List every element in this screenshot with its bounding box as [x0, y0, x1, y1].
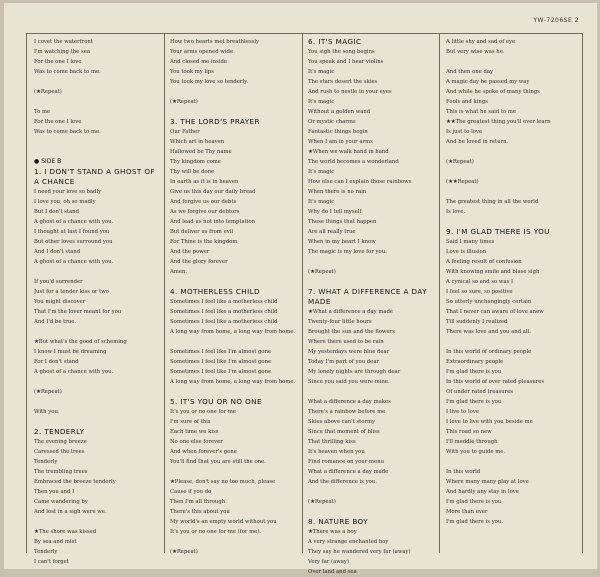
lyric-line: A ghost of a chance with you. — [34, 369, 114, 375]
song-title: 7. WHAT A DIFFERENCE A DAY — [308, 287, 427, 296]
lyric-line: Said I many times — [446, 239, 495, 245]
lyric-line: I covet the waterfront — [34, 39, 93, 45]
song-title: 6. IT'S MAGIC — [308, 37, 362, 46]
lyric-line: In this world of over rated pleasures — [446, 379, 545, 385]
lyric-line: I thought at last I found you — [34, 229, 110, 235]
lyric-line: Fantastic things begin — [308, 129, 368, 135]
lyric-line: My lonely nights are through dear — [308, 369, 401, 375]
lyric-line: Sometimes I feel like a motherless child — [170, 309, 278, 315]
lyric-line: With you. — [34, 409, 60, 415]
lyric-line: I'm watching the sea — [34, 49, 91, 55]
stanza-gap — [170, 387, 300, 397]
lyric-line: Tenderly — [34, 459, 58, 465]
stanza-gap — [446, 217, 580, 227]
lyric-line: So utterly unchangingly certain — [446, 299, 532, 305]
lyric-line: Twenty-four little hours — [308, 319, 372, 325]
lyric-line: To me — [34, 109, 51, 115]
lyric-line: My world's an empty world without you — [170, 519, 277, 525]
stanza-gap — [308, 507, 438, 517]
lyric-line: Caressed the trees — [34, 449, 85, 455]
lyric-line: ★★The greatest thing you'll ever learn — [446, 119, 551, 125]
stanza-gap — [446, 457, 580, 467]
lyric-line: I live to love — [446, 409, 479, 415]
side-label — [34, 157, 162, 167]
stanza-gap — [170, 277, 300, 287]
lyric-line: For the one I love — [34, 59, 82, 65]
lyric-line: And lead us not into temptation — [170, 219, 256, 225]
lyric-line: Then I'm all through — [170, 499, 226, 505]
top-rule — [26, 33, 582, 34]
stanza-gap — [34, 517, 162, 527]
lyric-line: Your arms opened wide — [170, 49, 234, 55]
lyric-line: I'm glad there is you — [446, 499, 502, 505]
stanza-gap — [308, 387, 438, 397]
lyric-line: It's you or no one for me (for me). — [170, 529, 262, 535]
lyric-line: (★Repeat) — [446, 159, 474, 165]
lyric-line: That thrilling kiss — [308, 439, 356, 445]
catalog-number: YW-7206SE 2 — [533, 17, 579, 24]
stanza-gap — [308, 277, 438, 287]
lyric-line: My yesterdays were blue dear — [308, 349, 390, 355]
lyric-line: And hardly any stay in love — [446, 489, 519, 495]
lyric-line: ★There was a boy — [308, 529, 357, 535]
lyric-line: ★What a difference a day made — [308, 309, 394, 315]
lyric-line: The stars desert the skies — [308, 79, 378, 85]
lyric-line: There's this about you — [170, 509, 230, 515]
stanza-gap — [34, 267, 162, 277]
stanza-gap — [446, 167, 580, 177]
lyric-line: Today I'm part of you dear — [308, 359, 380, 365]
lyric-line: These things that happen — [308, 219, 377, 225]
lyric-line: And I don't stand — [34, 249, 81, 255]
lyric-line: The world becomes a wonderland — [308, 159, 399, 165]
lyric-line: Where there used to be rain — [308, 339, 384, 345]
stanza-gap — [34, 397, 162, 407]
lyric-line: Love is illusion — [446, 249, 487, 255]
lyric-line: You took my love so tenderly. — [170, 79, 249, 85]
lyric-line: This is what he said to me — [446, 109, 517, 115]
lyric-line: ★When we walk hand in hand — [308, 149, 389, 155]
lyric-line: Each time we kiss — [170, 429, 219, 435]
lyric-line: It's magic — [308, 199, 335, 205]
stanza-gap — [34, 377, 162, 387]
lyric-line: Which art in heaven — [170, 139, 225, 145]
lyric-line: And the glory forever — [170, 259, 228, 265]
lyric-line: I can't forget — [34, 559, 69, 565]
lyric-line: With knowing smile and blase sigh — [446, 269, 540, 275]
lyric-line: (★Repeat) — [308, 269, 336, 275]
lyric-line: ★But what's the good of scheming — [34, 339, 127, 345]
lyric-line: Skies above can't stormy — [308, 419, 376, 425]
song-title: 4. MOTHERLESS CHILD — [170, 287, 260, 296]
lyric-line: When in my heart I know — [308, 239, 376, 245]
lyric-line: The magic is my love for you. — [308, 249, 387, 255]
lyric-line: A long way from home, a long way from home. — [170, 379, 296, 385]
lyric-line: For the one I love — [34, 119, 82, 125]
column-divider — [26, 33, 27, 553]
lyric-line: It's magic — [308, 69, 335, 75]
lyric-line: I'm sure of this — [170, 419, 211, 425]
lyric-line: But I don't stand — [34, 209, 79, 215]
lyric-line: It's magic — [308, 169, 335, 175]
lyric-line: I feel so sure, so positive — [446, 289, 513, 295]
lyric-line: The trembling trees — [34, 469, 88, 475]
lyric-line: Then you and I — [34, 489, 75, 495]
lyric-line: How two hearts met breathlessly — [170, 39, 260, 45]
lyric-line: A ghost of a chance with you. — [34, 219, 114, 225]
lyric-line: Was to come back to me. — [34, 129, 101, 135]
lyric-line: More than ever — [446, 509, 488, 515]
song-title: 1. I DON'T STAND A GHOST OF — [34, 167, 155, 176]
lyric-line: Since you said you were mine. — [308, 379, 390, 385]
lyric-line: (★Repeat) — [308, 499, 336, 505]
lyric-line: As we forgive our debtors — [170, 209, 240, 215]
song-title: 2. TENDERLY — [34, 427, 85, 436]
lyric-line: Since that moment of bliss — [308, 429, 380, 435]
lyric-line: In this world of ordinary people — [446, 349, 532, 355]
lyric-line: A feeling result of confusion — [446, 259, 522, 265]
lyric-line: Or mystic charms — [308, 119, 356, 125]
lyric-line: A ghost of a chance with you. — [34, 259, 114, 265]
lyric-line: Give us this day our daily bread — [170, 189, 256, 195]
stanza-gap — [170, 87, 300, 97]
lyric-line: You speak and I hear violins — [308, 59, 384, 65]
lyric-line: With you to guide me. — [446, 449, 506, 455]
stanza-gap — [308, 257, 438, 267]
lyric-sheet — [4, 3, 597, 575]
bullet-icon: ● — [34, 158, 40, 165]
lyric-line: What a difference a day made — [308, 469, 389, 475]
lyric-line: Fools and kings — [446, 99, 488, 105]
lyric-line: I know I must be dreaming — [34, 349, 107, 355]
side-label-text: SIDE B — [41, 158, 62, 165]
lyric-line: I need your love so badly — [34, 189, 102, 195]
stanza-gap — [170, 337, 300, 347]
lyric-line: And lost in a sigh were we. — [34, 509, 107, 515]
lyric-line: In earth as it is in heaven — [170, 179, 239, 185]
stanza-gap — [34, 147, 162, 157]
lyric-line: And when forever's gone — [170, 449, 237, 455]
lyric-line: (★Repeat) — [170, 99, 198, 105]
lyric-line: (★★Repeat) — [446, 179, 479, 185]
lyric-line: I'll meddle through — [446, 439, 498, 445]
lyric-line: Sometimes I feel like I'm almost gone — [170, 359, 272, 365]
column-divider — [302, 33, 303, 553]
lyrics-column-4 — [446, 37, 580, 527]
lyric-line: I love to live with you beside me — [446, 419, 533, 425]
lyric-line: But very wise was he. — [446, 49, 505, 55]
stanza-gap — [34, 77, 162, 87]
lyric-line: And closed me inside — [170, 59, 227, 65]
lyric-line: And the difference is you. — [308, 479, 377, 485]
lyric-line: Where many many play at love — [446, 479, 529, 485]
lyric-line: In this world — [446, 469, 481, 475]
lyric-line: You'll find that you are still the one. — [170, 459, 266, 465]
lyric-line: How else can I explain those rainbows — [308, 179, 412, 185]
lyric-line: Our Father — [170, 129, 200, 135]
lyric-line: No one else forever — [170, 439, 223, 445]
column-divider — [439, 33, 440, 553]
lyric-line: ★Please, don't say no too much, please — [170, 479, 276, 485]
song-title: 5. IT'S YOU OR NO ONE — [170, 397, 262, 406]
lyric-line: Extraordinary people — [446, 359, 504, 365]
stanza-gap — [446, 187, 580, 197]
lyric-line: And then one day — [446, 69, 494, 75]
lyric-line: For Thine is the kingdom — [170, 239, 238, 245]
lyric-line: Hallowed be Thy name — [170, 149, 232, 155]
lyric-line: (★Repeat) — [34, 89, 62, 95]
lyric-line: Amen. — [170, 269, 188, 275]
lyric-line: Was to come back to me. — [34, 69, 101, 75]
lyric-line: And rush to nestle in your eyes — [308, 89, 392, 95]
lyric-line: And while he spoke of many things — [446, 89, 540, 95]
lyric-line: Without a golden wand — [308, 109, 371, 115]
lyric-line: Why do I tell myself — [308, 209, 362, 215]
lyric-line: This road so new — [446, 429, 492, 435]
song-title: 8. NATURE BOY — [308, 517, 369, 526]
lyric-line: A magic day he passed my way — [446, 79, 530, 85]
lyric-line: It's magic — [308, 99, 335, 105]
lyric-line: Of under rated treasures — [446, 389, 514, 395]
lyric-line: But deliver us from evil — [170, 229, 234, 235]
lyric-line: For I don't stand — [34, 359, 79, 365]
lyric-line: And the power — [170, 249, 210, 255]
lyric-line: By sea and mist — [34, 539, 77, 545]
lyric-line: Sometimes I feel like a motherless child — [170, 319, 278, 325]
lyric-line: I'm glad there is you — [446, 369, 502, 375]
lyric-line: (★Repeat) — [34, 389, 62, 395]
lyric-line: A very strange enchanted boy — [308, 539, 389, 545]
song-title: 3. THE LORD'S PRAYER — [170, 117, 260, 126]
lyric-line: A cynical so and so was I — [446, 279, 514, 285]
lyrics-column-2 — [170, 37, 300, 557]
lyric-line: Find romance on your menu — [308, 459, 385, 465]
lyric-line: You sigh the song begins — [308, 49, 375, 55]
lyric-line: The evening breeze — [34, 439, 87, 445]
lyrics-column-1 — [34, 37, 162, 567]
lyric-line: It's you or no one for me — [170, 409, 236, 415]
lyric-line: There's a rainbow before me — [308, 409, 386, 415]
lyric-line: Just for a tender kiss or two — [34, 289, 109, 295]
column-divider — [582, 33, 583, 553]
stanza-gap — [34, 137, 162, 147]
lyric-line: When I am in your arms — [308, 139, 373, 145]
stanza-gap — [446, 57, 580, 67]
lyric-line: If you'd surrender — [34, 279, 83, 285]
lyric-line: Sometimes I feel like a motherless child — [170, 299, 278, 305]
lyric-line: The greatest thing in all the world — [446, 199, 539, 205]
lyric-line: It's heaven when you — [308, 449, 365, 455]
lyric-line: What a difference a day makes — [308, 399, 391, 405]
lyric-line: Very far (away) — [308, 559, 349, 565]
lyric-line: Brought the sun and the flowers — [308, 329, 395, 335]
lyric-line: I'm glad there is you. — [446, 519, 503, 525]
stanza-gap — [34, 327, 162, 337]
lyric-line: And forgive us our debts — [170, 199, 237, 205]
lyric-line: Sometimes I feel like I'm almost gone — [170, 349, 272, 355]
lyric-line: They say he wandered very far (away) — [308, 549, 411, 555]
lyric-line: Is just to love — [446, 129, 483, 135]
lyric-line: Embraced the breeze tenderly — [34, 479, 116, 485]
lyrics-column-3 — [308, 37, 438, 577]
lyric-line: When there is no rain — [308, 189, 367, 195]
lyric-line: There was love and you and all. — [446, 329, 532, 335]
song-title: MADE — [308, 297, 331, 306]
stanza-gap — [34, 417, 162, 427]
lyric-line: I'm glad there is you — [446, 399, 502, 405]
lyric-line: Thy kingdom come — [170, 159, 221, 165]
lyric-line: I love you, oh so madly — [34, 199, 96, 205]
lyric-line: Thy will be done — [170, 169, 215, 175]
lyric-line: You might discover — [34, 299, 86, 305]
lyric-line: Cause if you do — [170, 489, 212, 495]
stanza-gap — [170, 537, 300, 547]
lyric-line: A long way from home, a long way from home. — [170, 329, 296, 335]
lyric-line: Are all really true — [308, 229, 356, 235]
column-divider — [164, 33, 165, 553]
stanza-gap — [170, 467, 300, 477]
lyric-line: ★The shore was kissed — [34, 529, 97, 535]
song-title: 9. I'M GLAD THERE IS YOU — [446, 227, 550, 236]
lyric-line: Till suddenly I realized — [446, 319, 508, 325]
lyric-line: Sometimes I feel like I'm almost gone — [170, 369, 272, 375]
stanza-gap — [308, 487, 438, 497]
stanza-gap — [446, 337, 580, 347]
lyric-line: And be loved in return. — [446, 139, 509, 145]
lyric-line: Came wandering by — [34, 499, 88, 505]
lyric-line: (★Repeat) — [170, 549, 198, 555]
lyric-line: That I never can aware of love anew — [446, 309, 544, 315]
stanza-gap — [170, 107, 300, 117]
lyric-line: That I'm the lover meant for you — [34, 309, 122, 315]
lyric-line: Tenderly — [34, 549, 58, 555]
lyric-line: And I'd be true. — [34, 319, 77, 325]
lyric-line: You took my lips — [170, 69, 214, 75]
song-title: A CHANCE — [34, 177, 75, 186]
lyric-line: A little shy and sad of eye — [446, 39, 516, 45]
stanza-gap — [34, 97, 162, 107]
stanza-gap — [446, 147, 580, 157]
lyric-line: Over land and sea — [308, 569, 357, 575]
lyric-line: Is love. — [446, 209, 466, 215]
lyric-line: But other loves surround you — [34, 239, 113, 245]
